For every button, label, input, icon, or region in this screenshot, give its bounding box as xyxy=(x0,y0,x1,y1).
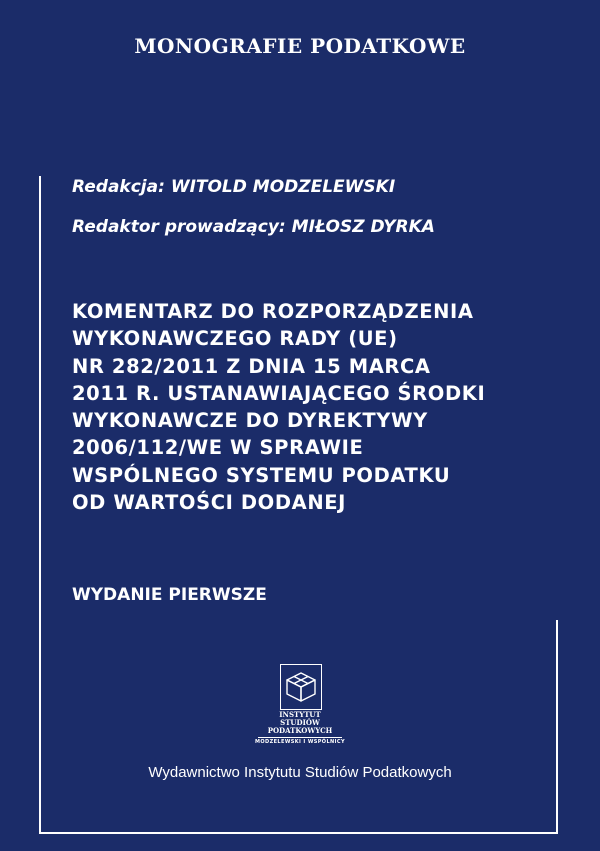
title-line: 2011 R. USTANAWIAJĄCEGO ŚRODKI xyxy=(72,381,486,405)
title-line: WSPÓLNEGO SYSTEMU PODATKU xyxy=(72,463,451,487)
institute-name-line: INSTYTUT xyxy=(279,710,321,719)
title-line: 2006/112/WE W SPRAWIE xyxy=(72,436,364,460)
title-line: WYKONAWCZE DO DYREKTYWY xyxy=(72,409,428,433)
publisher-name: Wydawnictwo Instytutu Studiów Podatkowych xyxy=(148,764,452,781)
book-title xyxy=(72,298,552,516)
cube-icon xyxy=(284,670,318,704)
logo-divider xyxy=(258,737,342,738)
publisher-logo xyxy=(280,664,322,710)
title-line: OD WARTOŚCI DODANEJ xyxy=(72,491,347,515)
frame-left-line xyxy=(39,176,41,834)
institute-name-line: STUDIÓW xyxy=(280,718,320,727)
title-line: NR 282/2011 Z DNIA 15 MARCA xyxy=(72,354,431,378)
title-line: KOMENTARZ DO ROZPORZĄDZENIA xyxy=(72,300,474,323)
title-line: WYKONAWCZEGO RADY (UE) xyxy=(72,327,398,351)
frame-bottom-line xyxy=(39,832,558,834)
edition-label: WYDANIE PIERWSZE xyxy=(72,585,267,605)
series-title: MONOGRAFIE PODATKOWE xyxy=(134,34,466,58)
institute-name xyxy=(240,711,360,735)
frame-right-line xyxy=(556,620,558,834)
lead-editor-credit: Redaktor prowadzący: MIŁOSZ DYRKA xyxy=(72,217,435,237)
institute-subtitle: MODZELEWSKI I WSPÓLNICY xyxy=(255,739,345,745)
institute-name-line: PODATKOWYCH xyxy=(267,726,333,735)
editor-credit: Redakcja: WITOLD MODZELEWSKI xyxy=(72,177,396,197)
